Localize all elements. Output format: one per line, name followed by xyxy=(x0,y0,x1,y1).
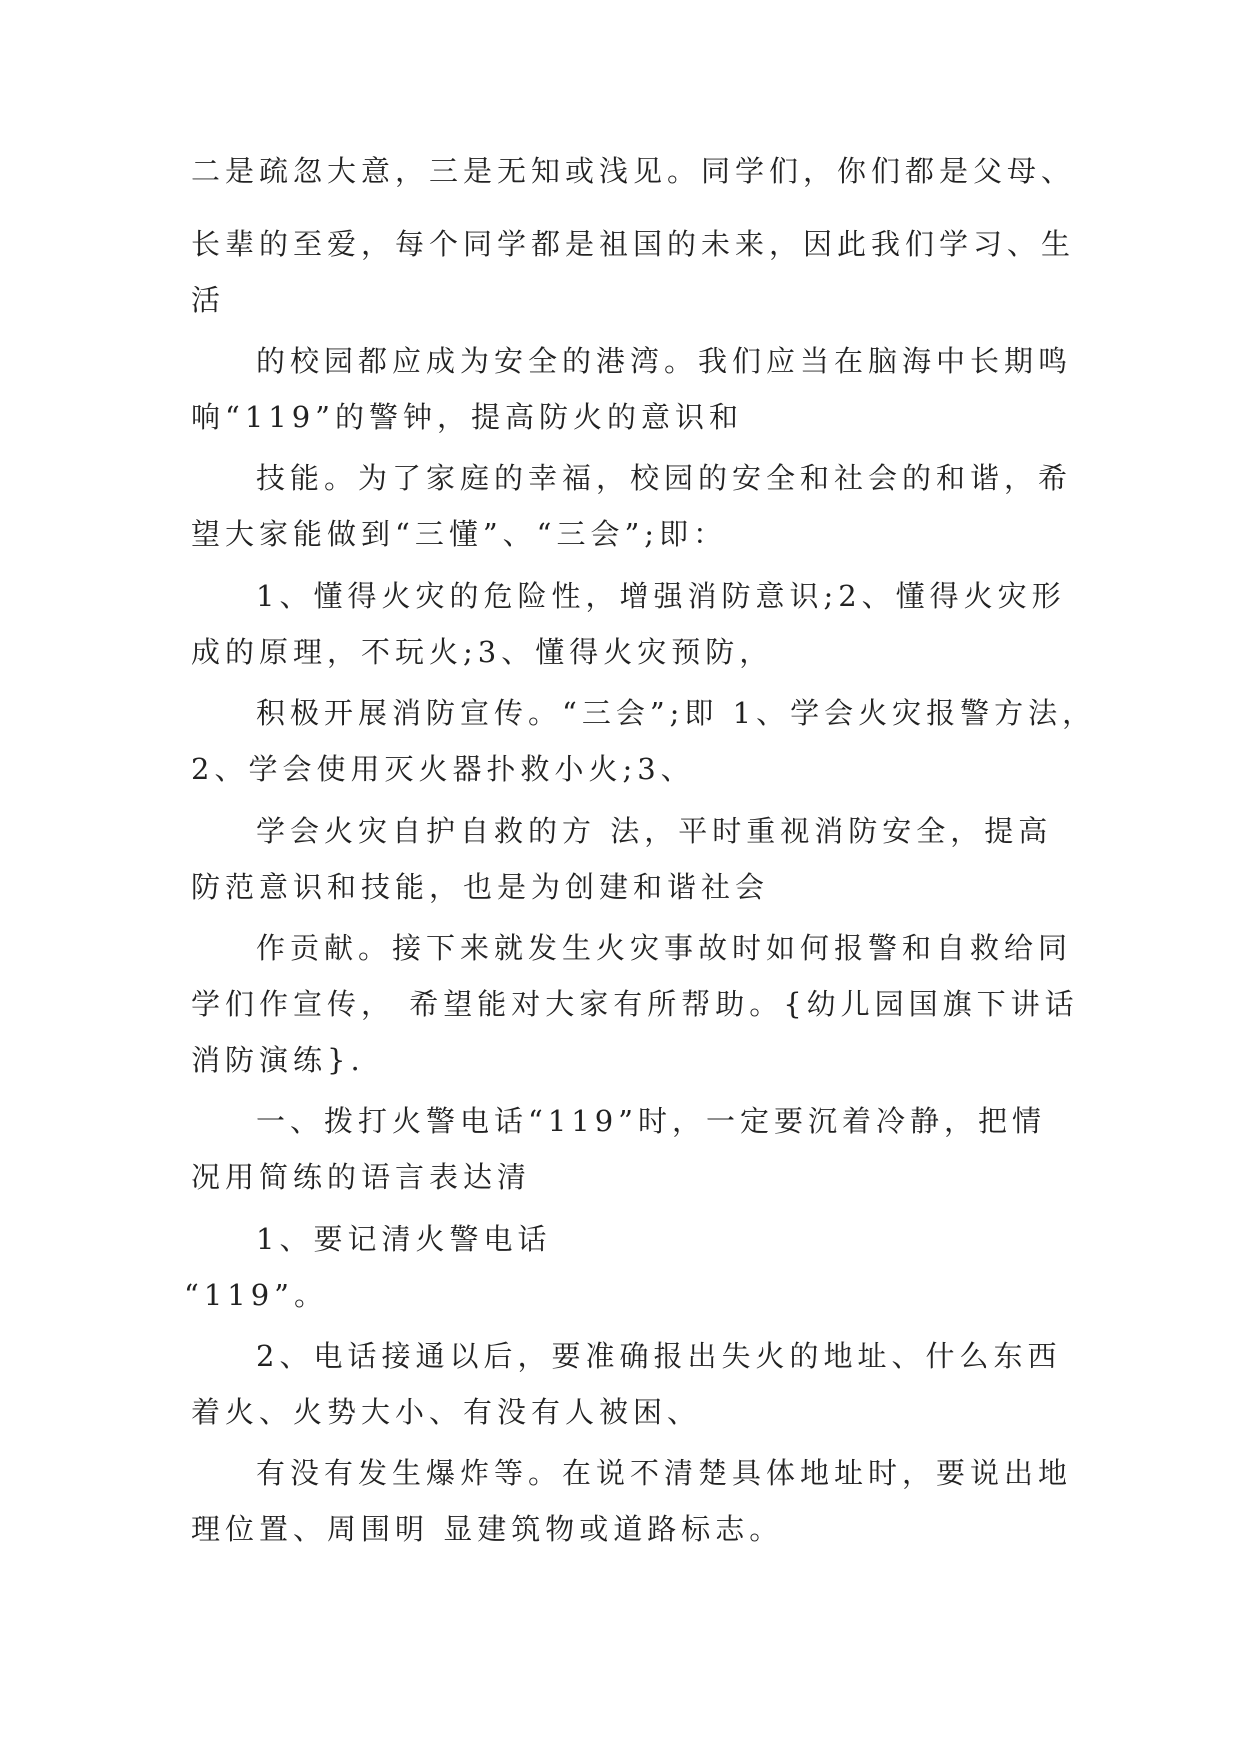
text-line: 学们作宣传， 希望能对大家有所帮助。{幼儿园国旗下讲话 xyxy=(191,987,1079,1021)
text-line: 有没有发生爆炸等。在说不清楚具体地址时，要说出地 xyxy=(256,1456,1073,1490)
text-line: 况用简练的语言表达清 xyxy=(191,1160,532,1194)
text-line: 的校园都应成为安全的港湾。我们应当在脑海中长期鸣 xyxy=(256,344,1073,378)
text-line: 1、要记清火警电话 xyxy=(256,1222,552,1256)
text-line: 一、拨打火警电话“119”时，一定要沉着冷静，把情 xyxy=(256,1104,1047,1138)
text-line: 作贡献。接下来就发生火灾事故时如何报警和自救给同 xyxy=(256,931,1073,965)
text-line: 技能。为了家庭的幸福，校园的安全和社会的和谐，希 xyxy=(256,461,1073,495)
text-line: 活 xyxy=(191,283,226,317)
text-line: 1、懂得火灾的危险性，增强消防意识;2、懂得火灾形 xyxy=(256,579,1066,613)
text-line: 学会火灾自护自救的方 法，平时重视消防安全，提高 xyxy=(256,814,1053,848)
text-line: 理位置、周围明 显建筑物或道路标志。 xyxy=(191,1512,784,1546)
text-line: 积极开展消防宣传。“三会”;即 1、学会火灾报警方法， xyxy=(256,696,1097,730)
text-line: “119”。 xyxy=(184,1278,329,1312)
text-line: 长辈的至爱，每个同学都是祖国的未来，因此我们学习、生 xyxy=(191,227,1076,261)
text-line: 2、电话接通以后，要准确报出失火的地址、什么东西 xyxy=(256,1339,1062,1373)
text-line: 响“119”的警钟，提高防火的意识和 xyxy=(191,400,744,434)
text-line: 着火、火势大小、有没有人被困、 xyxy=(191,1395,702,1429)
text-line: 二是疏忽大意，三是无知或浅见。同学们，你们都是父母、 xyxy=(191,154,1076,188)
text-line: 成的原理，不玩火;3、懂得火灾预防， xyxy=(191,635,774,669)
text-line: 防范意识和技能，也是为创建和谐社会 xyxy=(191,870,770,904)
text-line: 望大家能做到“三懂”、“三会”;即： xyxy=(191,517,728,551)
text-line: 消防演练}. xyxy=(191,1043,365,1077)
text-line: 2、学会使用灭火器扑救小火;3、 xyxy=(191,752,695,786)
